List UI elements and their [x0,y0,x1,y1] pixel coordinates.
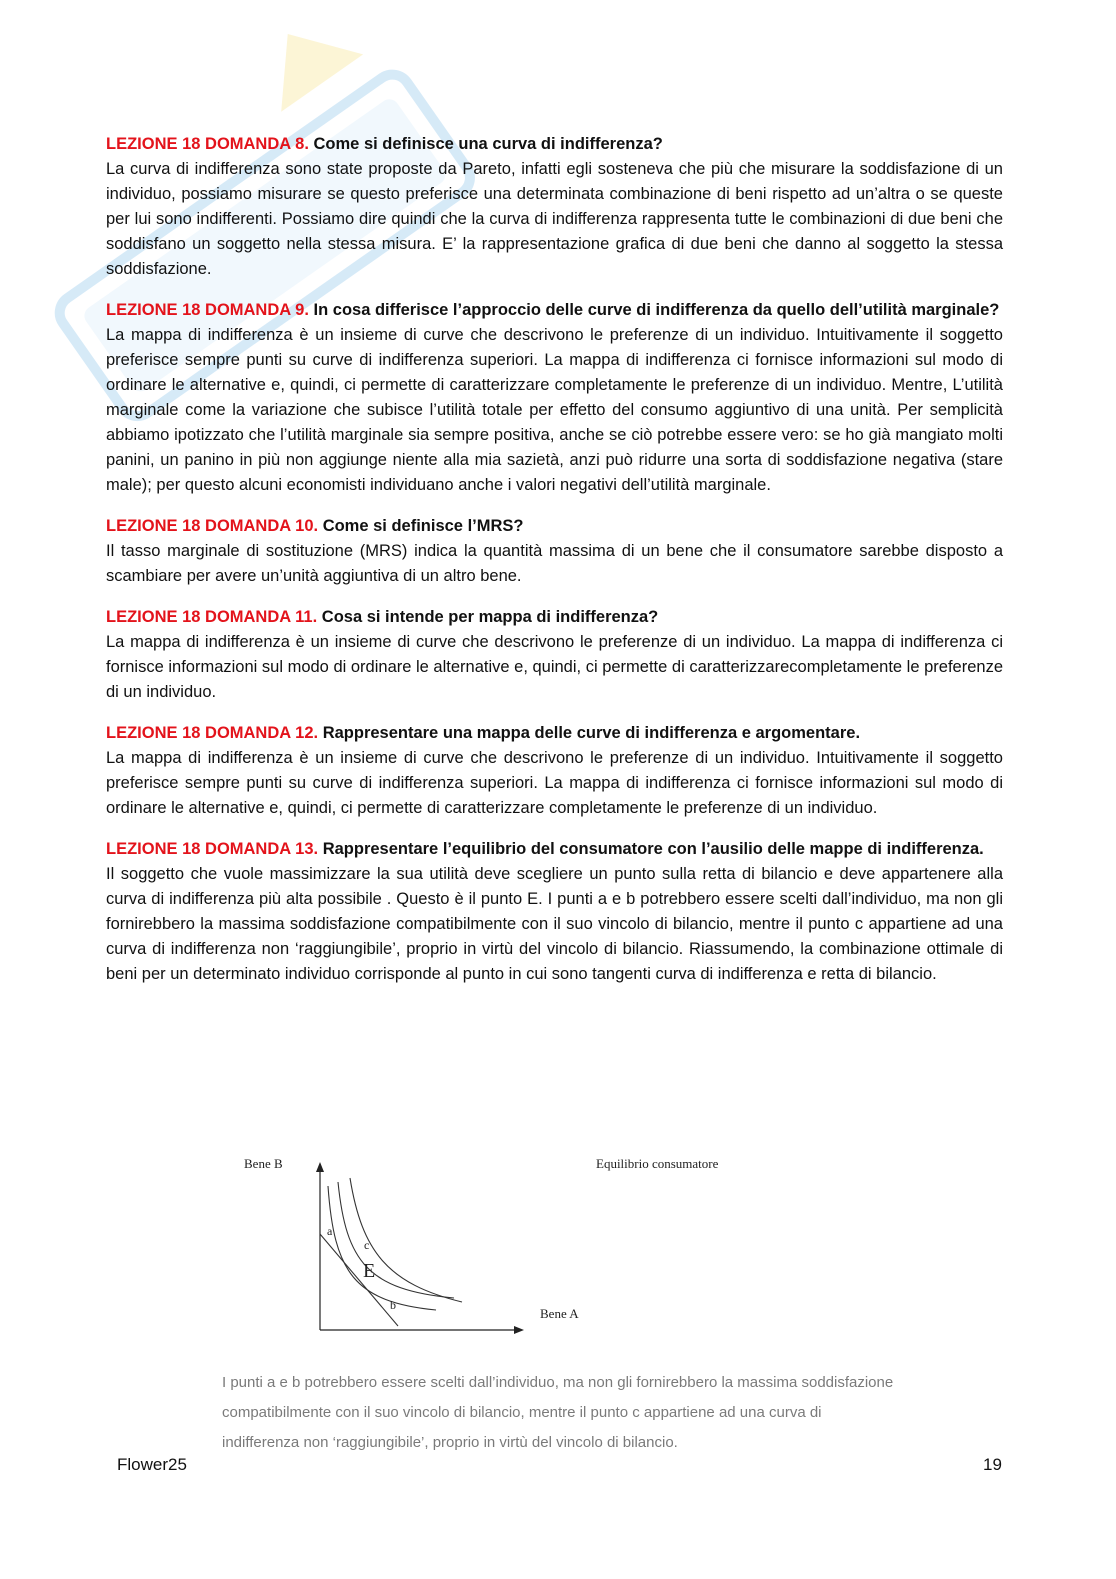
y-axis-label: Bene B [244,1156,283,1171]
budget-line [320,1234,398,1326]
question-heading [106,721,1003,746]
question-tag: LEZIONE 18 DOMANDA 12. [106,724,319,742]
question-tag: LEZIONE 18 DOMANDA 9. [106,301,309,319]
diagram-title: Equilibrio consumatore [596,1156,719,1171]
point-b-label: b [390,1298,396,1312]
question-block-11 [106,605,1003,705]
question-title: Come si definisce una curva di indifferenza? [313,135,663,153]
question-block-13 [106,837,1003,987]
point-c-label: c [364,1238,370,1252]
indifference-curve-mid [338,1182,454,1298]
question-title: Come si definisce l’MRS? [322,517,524,535]
question-title: Rappresentare l’equilibrio del consumatore con l’ausilio delle mappe di indifferenza. [322,840,984,858]
question-title: Cosa si intende per mappa di indifferenza? [321,608,659,626]
y-axis-arrow [316,1162,324,1172]
footer-author: Flower25 [117,1455,187,1474]
answer-text: La mappa di indifferenza è un insieme di curve che descrivono le preferenze di un individuo. La mappa di indifferenza ci fornisce informazioni sul modo di ordinare le alternative e, quindi, ci permette di caratterizzarecompletamente le preferenze di un individuo. [106,633,1003,701]
question-title: In cosa differisce l’approccio delle curve di indifferenza da quello dell’utilità marginale? [313,301,1000,319]
question-block-10 [106,514,1003,589]
equilibrium-diagram [106,1152,1003,1342]
page-number: 19 [983,1455,1002,1474]
figure-caption: I punti a e b potrebbero essere scelti dall’individuo, ma non gli fornirebbero la massima soddisfazione compatibilmente con il suo vincolo di bilancio, mentre il punto c appartiene ad una curva di indifferenza non ‘raggiungibile’, proprio in virtù del vincolo di bilancio. [222,1374,894,1451]
question-tag: LEZIONE 18 DOMANDA 13. [106,840,319,858]
answer-text: La curva di indifferenza sono state proposte da Pareto, infatti egli sosteneva che più che misurare la soddisfazione di un individuo, possiamo misurare se questo preferisce una determinata combinazione di beni rispetto ad un’altra o se queste per lui sono indifferenti. Possiamo dire quindi che la curva di indifferenza rappresenta tutte le combinazioni di due beni che soddisfano un soggetto nella stessa misura. E’ la rappresentazione grafica di due beni che danno al soggetto la stessa soddisfazione. [106,160,1003,278]
question-heading [106,132,1003,157]
question-tag: LEZIONE 18 DOMANDA 11. [106,608,318,626]
question-tag: LEZIONE 18 DOMANDA 8. [106,135,309,153]
question-heading [106,605,1003,630]
x-axis-label: Bene A [540,1306,579,1321]
question-heading [106,837,1003,862]
answer-text: La mappa di indifferenza è un insieme di curve che descrivono le preferenze di un individuo. Intuitivamente il soggetto preferisce sempre punti su curve di indifferenza superiori. La mappa di indifferenza ci fornisce informazioni sul modo di ordinare le alternative e, quindi, ci permette di caratterizzare completamente le preferenze di un individuo. [106,749,1003,817]
question-block-9 [106,298,1003,498]
point-a-label: a [327,1224,333,1238]
question-heading [106,514,1003,539]
question-heading [106,298,1003,323]
question-tag: LEZIONE 18 DOMANDA 10. [106,517,319,535]
answer-text: Il soggetto che vuole massimizzare la sua utilità deve scegliere un punto sulla retta di bilancio e deve appartenere alla curva di indifferenza più alta possibile . Questo è il punto E. I punti a e b potrebbero essere scelti dall’individuo, ma non gli fornirebbero la massima soddisfazione compatibilmente con il suo vincolo di bilancio, mentre il punto c appartiene ad una curva di indifferenza non ‘raggiungibile’, proprio in virtù del vincolo di bilancio. Riassumendo, la combinazione ottimale di beni per un determinato individuo corrisponde al punto in cui sono tangenti curva di indifferenza e retta di bilancio. [106,865,1003,983]
answer-text: La mappa di indifferenza è un insieme di curve che descrivono le preferenze di un individuo. Intuitivamente il soggetto preferisce sempre punti su curve di indifferenza superiori. La mappa di indifferenza ci fornisce informazioni sul modo di ordinare le alternative e, quindi, ci permette di caratterizzare completamente le preferenze di un individuo. Mentre, L’utilità marginale come la variazione che subisce l’utilità totale per effetto del consumo aggiuntivo di una unità. Per semplicità abbiamo ipotizzato che l’utilità marginale sia sempre positiva, anche se ciò potrebbe essere vero: se ho già mangiato molti panini, un panino in più non aggiunge niente alla mia sazietà, anzi può ridurre una sorta di soddisfazione negativa (stare male); per questo alcuni economisti individuano anche i valori negativi dell’utilità marginale. [106,326,1003,494]
x-axis-arrow [514,1326,524,1334]
question-block-8 [106,132,1003,282]
question-block-12 [106,721,1003,821]
document-body [106,132,1003,1003]
point-e-label: E [363,1260,376,1282]
indifference-curve-low [328,1186,436,1310]
question-title: Rappresentare una mappa delle curve di indifferenza e argomentare. [322,724,861,742]
answer-text: Il tasso marginale di sostituzione (MRS) indica la quantità massima di un bene che il consumatore sarebbe disposto a scambiare per avere un’unità aggiuntiva di un altro bene. [106,542,1003,585]
